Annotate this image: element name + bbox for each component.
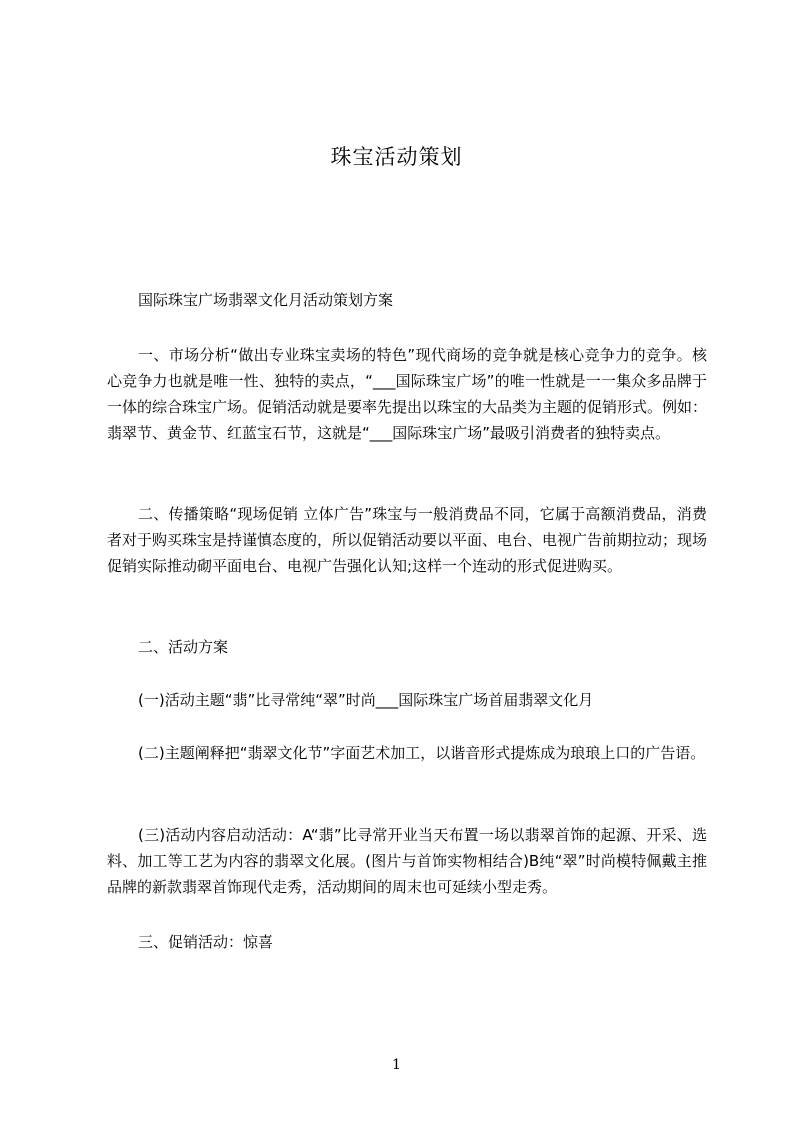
paragraph-activity-content: (三)活动内容启动活动：A“翡”比寻常开业当天布置一场以翡翠首饰的起源、开采、选料、加工等工艺为内容的翡翠文化展。(图片与首饰实物相结合)B纯“翠”时尚模特佩戴主推品牌的新款翡翠首饰现代走秀，活动期间的周末也可延续小型走秀。 [107,826,707,896]
paragraph-market-analysis: 一、市场分析“做出专业珠宝卖场的特色”现代商场的竞争就是核心竞争力的竞争。核心竞争力也就是唯一性、独特的卖点，“___国际珠宝广场”的唯一性就是一一集众多品牌于一体的综合珠宝广场。促销活动就是要率先提出以珠宝的大品类为主题的促销形式。例如：翡翠节、黄金节、红蓝宝石节，这就是“___国际珠宝广场”最吸引消费者的独特卖点。 [107,346,708,442]
paragraph-communication-strategy: 二、传播策略“现场促销 立体广告”珠宝与一般消费品不同，它属于高额消费品，消费者对于购买珠宝是持谨慎态度的，所以促销活动要以平面、电台、电视广告前期拉动；现场促销实际推动砌平面电台、电视广告强化认知;这样一个连动的形式促进购买。 [107,505,708,575]
plan-subtitle: 国际珠宝广场翡翠文化月活动策划方案 [138,291,394,309]
paragraph-theme-explanation: (二)主题阐释把“翡翠文化节”字面艺术加工，以谐音形式提炼成为琅琅上口的广告语。 [138,744,706,762]
page-number: 1 [392,1057,401,1073]
heading-activity-plan: 二、活动方案 [138,638,229,656]
document-title: 珠宝活动策划 [330,145,463,169]
heading-promotion: 三、促销活动：惊喜 [138,933,274,951]
paragraph-activity-theme: (一)活动主题“翡”比寻常纯“翠”时尚___国际珠宝广场首届翡翠文化月 [138,691,594,709]
